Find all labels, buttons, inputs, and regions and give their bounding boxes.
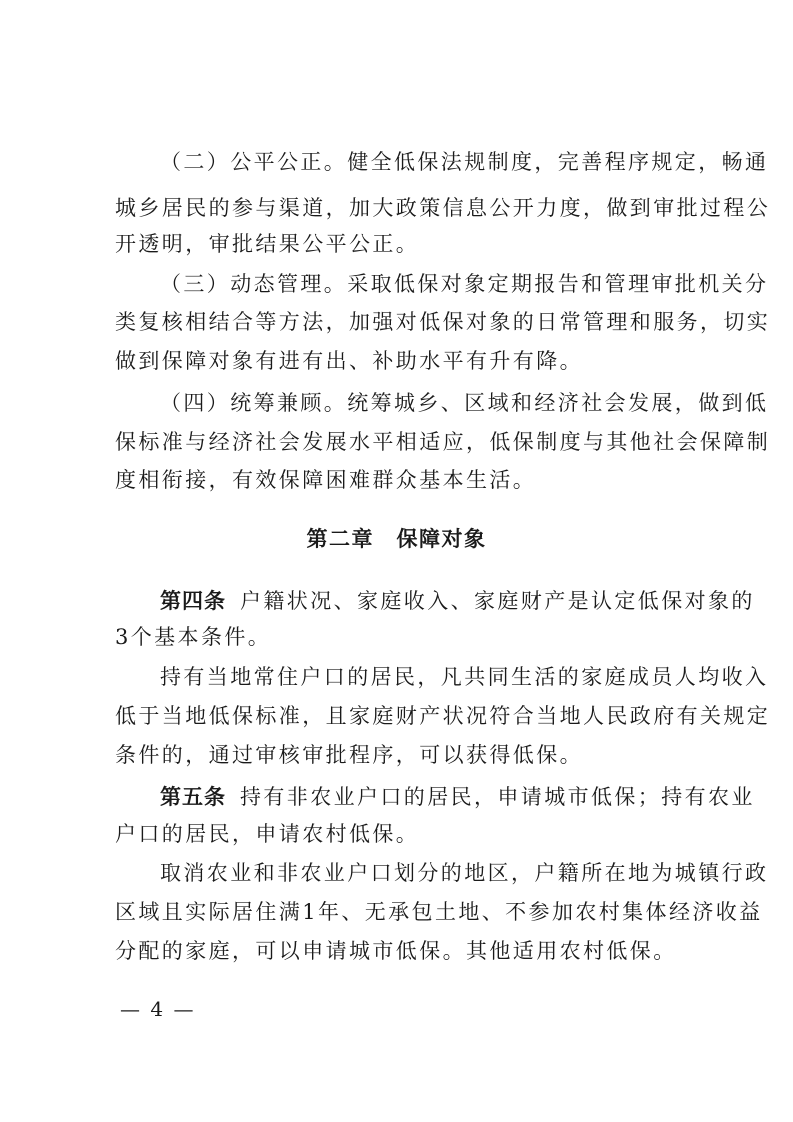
paragraph-overall-line-1: （四）统筹兼顾。统筹城乡、区域和经济社会发展，做到低 [160, 391, 769, 415]
paragraph-residents-line-3: 条件的，通过审核审批程序，可以获得低保。 [115, 743, 583, 767]
paragraph-dynamic-line-3: 做到保障对象有进有出、补助水平有升有降。 [115, 349, 583, 373]
paragraph-residents-line-1: 持有当地常住户口的居民，凡共同生活的家庭成员人均收入 [160, 665, 769, 689]
paragraph-fairness-line-3: 开透明，审批结果公平公正。 [115, 232, 420, 256]
paragraph-cancel-line-3: 分配的家庭，可以申请城市低保。其他适用农村低保。 [115, 939, 677, 963]
chapter-heading: 第二章 保障对象 [306, 527, 487, 551]
paragraph-cancel-line-2: 区域且实际居住满1年、无承包土地、不参加农村集体经济收益 [115, 900, 763, 924]
paragraph-dynamic-line-2: 类复核相结合等方法，加强对低保对象的日常管理和服务，切实 [115, 310, 771, 334]
paragraph-fairness-line-2: 城乡居民的参与渠道，加大政策信息公开力度，做到审批过程公 [115, 196, 771, 220]
article-5-line-1 [160, 783, 755, 811]
article-4-line-2: 3个基本条件。 [115, 625, 272, 649]
article-5-line-2: 户口的居民，申请农村低保。 [115, 822, 420, 846]
paragraph-overall-line-3: 度相衔接，有效保障困难群众基本生活。 [115, 468, 537, 492]
paragraph-residents-line-2: 低于当地低保标准，且家庭财产状况符合当地人民政府有关规定 [115, 704, 771, 728]
article-5-text: 持有非农业户口的居民，申请城市低保；持有农业 [240, 785, 755, 809]
paragraph-cancel-line-1: 取消农业和非农业户口划分的地区，户籍所在地为城镇行政 [160, 861, 769, 885]
article-4-text: 户籍状况、家庭收入、家庭财产是认定低保对象的 [240, 589, 755, 613]
article-4-label: 第四条 [160, 589, 226, 613]
article-5-label: 第五条 [160, 785, 226, 809]
article-4-line-1 [160, 587, 755, 615]
paragraph-overall-line-2: 保标准与经济社会发展水平相适应，低保制度与其他社会保障制 [115, 430, 771, 454]
page-number: — 4 — [120, 997, 196, 1021]
paragraph-fairness-line-1: （二）公平公正。健全低保法规制度，完善程序规定，畅通 [160, 150, 769, 174]
paragraph-dynamic-line-1: （三）动态管理。采取低保对象定期报告和管理审批机关分 [160, 272, 769, 296]
